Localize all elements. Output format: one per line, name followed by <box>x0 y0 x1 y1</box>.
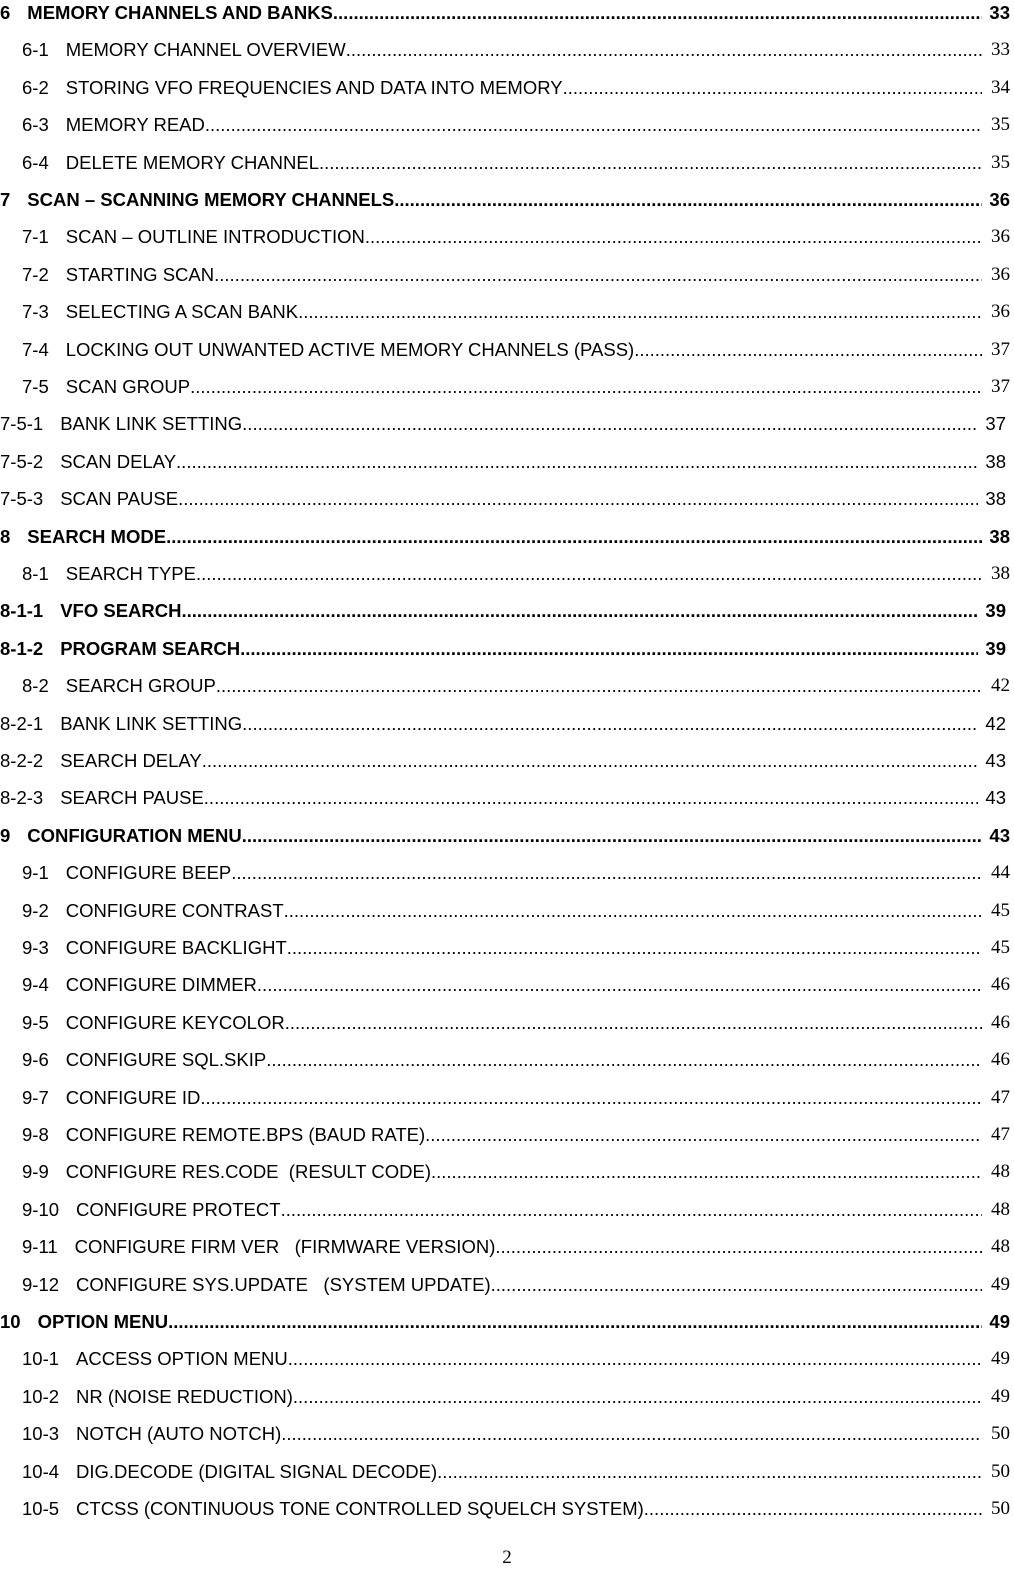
toc-dot-leader <box>491 1274 982 1296</box>
toc-entry-page: 50 <box>991 1460 1010 1482</box>
toc-entry-number: 8 <box>0 525 11 547</box>
toc-entry-number: 10 <box>0 1311 21 1332</box>
toc-dot-leader <box>346 39 982 61</box>
toc-entry-number: 7 <box>0 189 11 210</box>
toc-dot-leader <box>437 1461 982 1483</box>
toc-entry-number: 7-1 <box>22 226 49 248</box>
toc-entry-page: 48 <box>991 1198 1010 1220</box>
toc-dot-leader <box>202 750 978 772</box>
toc-entry-title: CONFIGURE SQL.SKIP <box>65 1049 267 1071</box>
toc-dot-leader <box>240 638 978 660</box>
toc-entry[interactable] <box>0 1224 1010 1258</box>
toc-entry[interactable] <box>0 140 1010 174</box>
toc-entry-title: CONFIGURE SYS.UPDATE (SYSTEM UPDATE) <box>76 1273 491 1295</box>
toc-entry-title: CONFIGURE KEYCOLOR <box>65 1011 285 1033</box>
toc-entry[interactable] <box>0 0 1010 24</box>
toc-entry-title: SCAN – SCANNING MEMORY CHANNELS <box>27 189 395 210</box>
toc-dot-leader <box>200 1087 982 1109</box>
toc-entry[interactable] <box>0 514 1010 548</box>
toc-entry[interactable] <box>0 27 1010 61</box>
toc-dot-leader <box>285 1012 982 1034</box>
toc-entry-page: 49 <box>991 1273 1010 1295</box>
toc-entry-page: 45 <box>991 937 1010 958</box>
toc-entry-number: 8-2-3 <box>0 787 44 809</box>
toc-entry[interactable] <box>0 588 1010 622</box>
toc-entry-page: 44 <box>991 862 1010 884</box>
toc-entry-title: BANK LINK SETTING <box>60 413 243 435</box>
toc-entry-page: 46 <box>991 1049 1010 1071</box>
toc-entry-title: SCAN DELAY <box>60 450 177 472</box>
toc-entry-title: MEMORY READ <box>65 114 205 136</box>
toc-entry-title: ACCESS OPTION MENU <box>76 1348 288 1370</box>
toc-dot-leader <box>176 451 978 473</box>
toc-dot-leader <box>284 900 982 922</box>
toc-entry-number: 10-4 <box>22 1460 60 1482</box>
toc-dot-leader <box>288 1348 982 1370</box>
toc-entry[interactable] <box>0 65 1010 99</box>
toc-dot-leader <box>168 1311 982 1333</box>
toc-entry-number: 7-5 <box>22 376 49 397</box>
toc-entry[interactable] <box>0 1299 1010 1333</box>
toc-dot-leader <box>425 1124 982 1146</box>
toc-entry-number: 8-1 <box>22 563 49 584</box>
toc-dot-leader <box>333 2 982 24</box>
toc-entry-number: 9 <box>0 824 11 846</box>
toc-entry[interactable] <box>0 1000 1010 1034</box>
toc-entry-page: 49 <box>989 1311 1010 1332</box>
toc-entry-number: 8-1-1 <box>0 600 44 622</box>
toc-entry-title: CTCSS (CONTINUOUS TONE CONTROLLED SQUELCH SYSTEM) <box>76 1498 644 1519</box>
toc-dot-leader <box>319 152 982 174</box>
toc-entry-number: 7-3 <box>22 301 49 323</box>
toc-entry-title: VFO SEARCH <box>60 600 182 622</box>
toc-dot-leader <box>431 1161 982 1183</box>
toc-entry[interactable] <box>0 327 1010 361</box>
toc-entry-number: 8-2 <box>22 675 49 697</box>
toc-entry-number: 9-6 <box>22 1049 49 1071</box>
toc-entry-number: 9-2 <box>22 899 49 921</box>
toc-entry-number: 7-5-3 <box>0 488 44 510</box>
toc-entry-page: 38 <box>985 488 1006 510</box>
toc-entry[interactable] <box>0 1486 1010 1520</box>
toc-dot-leader <box>214 264 982 286</box>
toc-entry-page: 36 <box>991 226 1010 248</box>
toc-entry-number: 10-2 <box>22 1385 60 1407</box>
toc-entry-number: 6-3 <box>22 114 49 136</box>
toc-entry-page: 43 <box>989 824 1010 846</box>
toc-entry-title: CONFIGURATION MENU <box>27 824 242 846</box>
toc-entry[interactable] <box>0 775 1010 809</box>
toc-dot-leader <box>204 787 978 809</box>
toc-entry[interactable] <box>0 888 1010 922</box>
toc-dot-leader <box>644 1498 982 1520</box>
toc-dot-leader <box>242 413 978 435</box>
toc-entry[interactable] <box>0 1411 1010 1445</box>
toc-entry[interactable] <box>0 102 1010 136</box>
toc-entry-title: OPTION MENU <box>37 1311 169 1332</box>
toc-entry[interactable] <box>0 177 1010 211</box>
toc-dot-leader <box>634 339 982 361</box>
toc-entry-page: 36 <box>991 301 1010 323</box>
toc-dot-leader <box>196 563 982 585</box>
toc-entry-page: 37 <box>985 413 1006 435</box>
toc-entry-number: 9-5 <box>22 1011 49 1033</box>
toc-entry-title: CONFIGURE CONTRAST <box>65 899 284 921</box>
toc-dot-leader <box>495 1236 982 1258</box>
toc-entry[interactable] <box>0 738 1010 772</box>
toc-entry-number: 8-2-1 <box>0 712 44 734</box>
toc-entry-page: 45 <box>991 899 1010 921</box>
toc-entry-page: 49 <box>991 1348 1010 1370</box>
toc-entry[interactable] <box>0 551 1010 585</box>
toc-entry-page: 46 <box>991 1011 1010 1033</box>
toc-entry[interactable] <box>0 214 1010 248</box>
toc-dot-leader <box>298 301 982 323</box>
toc-entry-page: 50 <box>991 1423 1010 1445</box>
toc-dot-leader <box>178 488 978 510</box>
toc-entry[interactable] <box>0 364 1010 398</box>
toc-entry[interactable] <box>0 1262 1010 1296</box>
toc-entry-number: 9-3 <box>22 937 49 958</box>
toc-entry-number: 10-3 <box>22 1423 60 1445</box>
toc-entry-number: 6-2 <box>22 76 49 98</box>
toc-entry-number: 10-5 <box>22 1498 60 1519</box>
toc-entry[interactable] <box>0 962 1010 996</box>
toc-entry[interactable] <box>0 252 1010 286</box>
toc-entry-number: 8-2-2 <box>0 750 44 771</box>
toc-entry-page: 43 <box>985 787 1006 809</box>
toc-entry-page: 33 <box>989 2 1010 23</box>
toc-entry-number: 6-4 <box>22 151 49 173</box>
toc-entry-page: 35 <box>991 151 1010 173</box>
toc-entry[interactable] <box>0 1037 1010 1071</box>
toc-entry[interactable] <box>0 401 1010 435</box>
toc-entry[interactable] <box>0 701 1010 735</box>
page-number: 2 <box>502 1547 512 1568</box>
toc-entry-page: 38 <box>989 525 1010 547</box>
toc-entry-title: NR (NOISE REDUCTION) <box>76 1385 293 1407</box>
toc-entry-title: SEARCH TYPE <box>65 563 196 584</box>
toc-dot-leader <box>257 974 982 996</box>
toc-entry[interactable] <box>0 663 1010 697</box>
toc-dot-leader <box>281 1423 982 1445</box>
toc-entry-title: DELETE MEMORY CHANNEL <box>65 151 319 173</box>
toc-entry-page: 37 <box>991 376 1010 397</box>
toc-dot-leader <box>166 526 982 548</box>
toc-entry-page: 36 <box>991 263 1010 285</box>
toc-entry-page: 43 <box>985 750 1006 771</box>
toc-entry-title: CONFIGURE REMOTE.BPS (BAUD RATE) <box>65 1124 426 1145</box>
toc-entry-title: STARTING SCAN <box>65 263 215 285</box>
toc-entry-title: MEMORY CHANNELS AND BANKS <box>27 2 333 23</box>
toc-entry-number: 7-5-1 <box>0 413 44 435</box>
toc-entry-page: 38 <box>985 450 1006 472</box>
toc-entry-title: SEARCH DELAY <box>60 750 202 771</box>
toc-dot-leader <box>563 77 982 99</box>
toc-entry-title: SEARCH MODE <box>27 525 167 547</box>
toc-entry[interactable] <box>0 1374 1010 1408</box>
toc-entry[interactable] <box>0 289 1010 323</box>
toc-entry-number: 9-7 <box>22 1086 49 1108</box>
toc-entry-page: 48 <box>991 1236 1010 1258</box>
toc-dot-leader <box>287 937 982 959</box>
toc-dot-leader <box>266 1049 982 1071</box>
toc-entry[interactable] <box>0 439 1010 473</box>
toc-entry-number: 6-1 <box>22 39 49 61</box>
toc-entry-title: PROGRAM SEARCH <box>60 637 241 659</box>
toc-entry-title: DIG.DECODE (DIGITAL SIGNAL DECODE) <box>76 1460 438 1482</box>
toc-entry-title: LOCKING OUT UNWANTED ACTIVE MEMORY CHANNELS (PASS) <box>65 338 635 360</box>
toc-dot-leader <box>182 600 979 622</box>
toc-entry-title: CONFIGURE PROTECT <box>76 1198 281 1220</box>
toc-entry[interactable] <box>0 626 1010 660</box>
toc-entry-page: 46 <box>991 974 1010 996</box>
toc-entry-page: 38 <box>991 563 1010 584</box>
toc-entry-number: 6 <box>0 2 11 23</box>
toc-entry-number: 9-12 <box>22 1273 60 1295</box>
toc-entry-title: SCAN PAUSE <box>60 488 179 510</box>
toc-entry-page: 47 <box>991 1124 1010 1145</box>
toc-entry-title: CONFIGURE DIMMER <box>65 974 257 996</box>
toc-entry-page: 34 <box>991 76 1010 98</box>
toc-entry-page: 50 <box>991 1498 1010 1519</box>
toc-entry-title: CONFIGURE BEEP <box>65 862 232 884</box>
toc-entry-number: 8-1-2 <box>0 637 44 659</box>
toc-dot-leader <box>394 189 982 211</box>
toc-entry[interactable] <box>0 1187 1010 1221</box>
toc-entry-page: 39 <box>985 637 1006 659</box>
toc-entry-page: 33 <box>991 39 1010 61</box>
toc-entry[interactable] <box>0 1075 1010 1109</box>
toc-entry-page: 48 <box>991 1161 1010 1183</box>
toc-entry-title: BANK LINK SETTING <box>60 712 243 734</box>
toc-entry-title: SEARCH PAUSE <box>60 787 204 809</box>
toc-entry-number: 9-11 <box>22 1236 58 1258</box>
toc-dot-leader <box>205 114 982 136</box>
toc-entry-page: 49 <box>991 1385 1010 1407</box>
toc-entry[interactable] <box>0 850 1010 884</box>
toc-entry[interactable] <box>0 1149 1010 1183</box>
toc-dot-leader <box>365 226 982 248</box>
toc-entry-page: 42 <box>991 675 1010 697</box>
toc-dot-leader <box>231 862 982 884</box>
toc-entry-title: MEMORY CHANNEL OVERVIEW <box>65 39 346 61</box>
toc-entry-number: 9-8 <box>22 1124 49 1145</box>
toc-entry-title: NOTCH (AUTO NOTCH) <box>76 1423 282 1445</box>
toc-entry[interactable] <box>0 476 1010 510</box>
toc-entry-number: 9-10 <box>22 1198 60 1220</box>
toc-entry-number: 7-2 <box>22 263 49 285</box>
toc-dot-leader <box>242 713 978 735</box>
toc-entry-number: 9-4 <box>22 974 49 996</box>
toc-dot-leader <box>242 825 982 847</box>
toc-dot-leader <box>281 1199 982 1221</box>
toc-entry-title: SCAN – OUTLINE INTRODUCTION <box>65 226 365 248</box>
toc-entry-number: 9-9 <box>22 1161 49 1183</box>
toc-entry-title: CONFIGURE BACKLIGHT <box>65 937 287 958</box>
toc-entry-title: SEARCH GROUP <box>65 675 216 697</box>
toc-entry-title: SCAN GROUP <box>65 376 191 397</box>
toc-entry-page: 37 <box>991 338 1010 360</box>
toc-entry-page: 36 <box>989 189 1010 210</box>
toc-entry-page: 47 <box>991 1086 1010 1108</box>
toc-entry-number: 10-1 <box>22 1348 60 1370</box>
toc-dot-leader <box>190 376 982 398</box>
toc-entry[interactable] <box>0 1336 1010 1370</box>
toc-entry-title: CONFIGURE RES.CODE (RESULT CODE) <box>65 1161 431 1183</box>
toc-entry[interactable] <box>0 1112 1010 1146</box>
toc-entry-page: 39 <box>985 600 1006 622</box>
toc-entry[interactable] <box>0 925 1010 959</box>
toc-entry-number: 7-4 <box>22 338 49 360</box>
toc-entry-page: 42 <box>985 712 1006 734</box>
toc-entry-page: 35 <box>991 114 1010 136</box>
toc-entry-number: 7-5-2 <box>0 450 44 472</box>
toc-dot-leader <box>216 675 982 697</box>
toc-entry-title: CONFIGURE FIRM VER (FIRMWARE VERSION) <box>74 1236 496 1258</box>
toc-entry[interactable] <box>0 813 1010 847</box>
toc-entry-title: STORING VFO FREQUENCIES AND DATA INTO MEMORY <box>65 76 563 98</box>
toc-entry-title: SELECTING A SCAN BANK <box>65 301 299 323</box>
toc-entry-number: 9-1 <box>22 862 49 884</box>
toc-entry[interactable] <box>0 1449 1010 1483</box>
toc-dot-leader <box>293 1386 982 1408</box>
toc-entry-title: CONFIGURE ID <box>65 1086 201 1108</box>
